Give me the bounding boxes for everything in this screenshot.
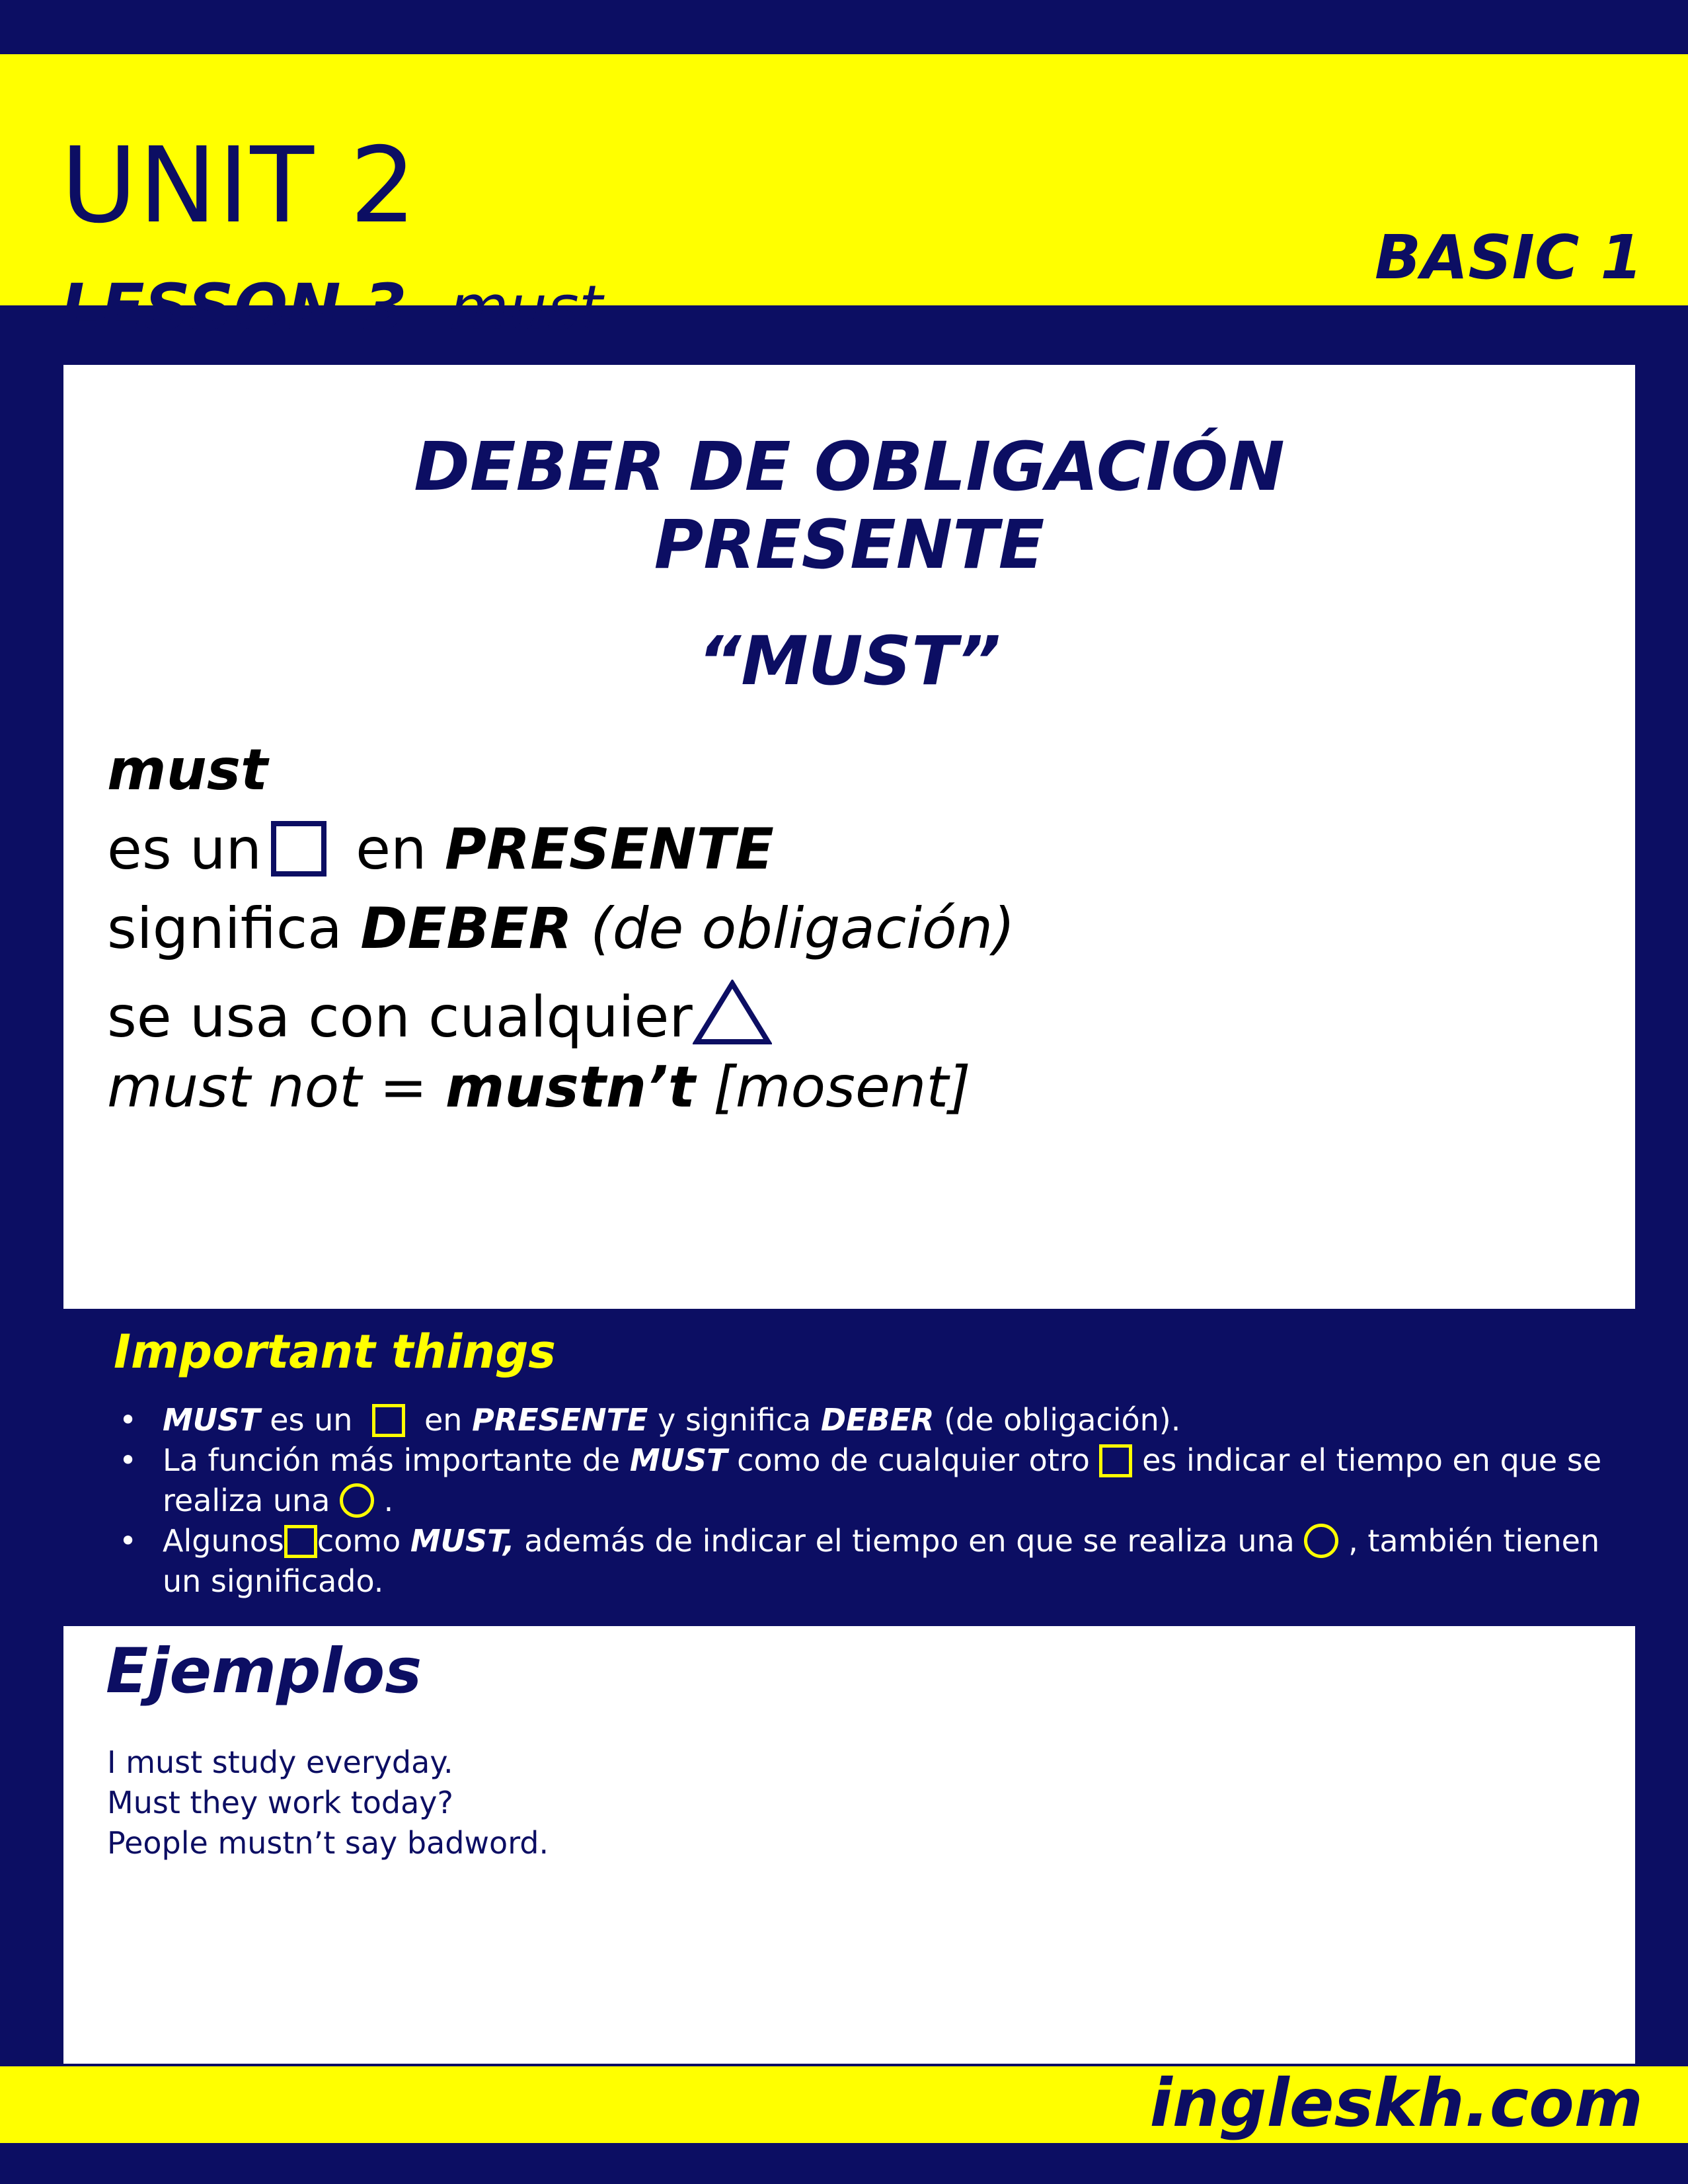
item-text: La función más importante de [163, 1442, 621, 1478]
list-item [119, 1440, 1639, 1521]
item-text: . [383, 1483, 394, 1518]
example-sentence: Must they work today? [107, 1785, 453, 1820]
rule-keyword: must [107, 737, 268, 803]
circle-icon [1304, 1524, 1338, 1558]
rule-text: es un [107, 816, 262, 882]
rule-emphasis: mustn’t [445, 1054, 695, 1120]
item-text: (de obligación). [944, 1402, 1181, 1438]
list-item [119, 1400, 1639, 1440]
card-title-line-3: “MUST” [697, 622, 1001, 701]
level-label: BASIC 1 [1375, 222, 1643, 293]
triangle-icon [693, 980, 772, 1046]
rule-line-4 [107, 1054, 971, 1120]
rule-text: (de obligación) [590, 896, 1015, 962]
grammar-card [63, 365, 1635, 1309]
card-title-line-1: DEBER DE OBLIGACIÓN [414, 428, 1285, 506]
square-icon [1099, 1444, 1132, 1477]
rule-emphasis: DEBER [360, 896, 572, 962]
website-link[interactable]: ingleskh.com [1149, 2064, 1643, 2142]
rule-text: significa [107, 896, 342, 962]
square-icon [372, 1404, 405, 1437]
circle-icon [340, 1483, 374, 1518]
examples-card [63, 1626, 1635, 2064]
bullet: • [119, 1402, 137, 1438]
item-text: como de cualquier otro [737, 1442, 1090, 1478]
lesson-topic: must [449, 272, 603, 343]
item-emphasis: MUST, [410, 1523, 515, 1559]
card-title-line-2: PRESENTE [654, 506, 1045, 584]
rule-line-3 [107, 980, 772, 1050]
square-icon [284, 1525, 317, 1558]
item-emphasis: PRESENTE [472, 1402, 648, 1438]
example-sentence: People mustn’t say badword. [107, 1825, 549, 1861]
lesson-label: LESSON 3 [61, 270, 407, 344]
rule-emphasis: PRESENTE [444, 816, 774, 882]
important-list [119, 1400, 1639, 1602]
examples-list [107, 1742, 549, 1863]
item-text: y significa [658, 1402, 812, 1438]
footer-band [0, 2066, 1688, 2143]
example-sentence: I must study everyday. [107, 1744, 453, 1780]
pronunciation: [mosent] [713, 1054, 971, 1120]
rule-text: en [356, 816, 427, 882]
item-text: como [317, 1523, 401, 1559]
header-band [0, 54, 1688, 344]
item-text: es indicar el tiempo en que se realiza una [163, 1442, 1602, 1518]
item-text: es un [270, 1402, 353, 1438]
rule-line-1 [107, 816, 774, 882]
unit-title: UNIT 2 [61, 125, 418, 247]
item-text: Algunos [163, 1523, 284, 1559]
item-text: , también tienen un significado. [163, 1523, 1600, 1599]
rule-line-2 [107, 896, 1015, 962]
bullet: • [119, 1523, 137, 1559]
important-title: Important things [114, 1325, 556, 1379]
item-emphasis: MUST [163, 1402, 260, 1438]
item-text: además de indicar el tiempo en que se realiza una [524, 1523, 1295, 1559]
item-emphasis: DEBER [820, 1402, 935, 1438]
item-text: en [424, 1402, 463, 1438]
examples-title: Ejemplos [106, 1635, 422, 1707]
rule-text: must not = [107, 1054, 428, 1120]
item-emphasis: MUST [629, 1442, 728, 1478]
bullet: • [119, 1442, 137, 1478]
square-icon [271, 821, 326, 877]
list-item [119, 1521, 1639, 1602]
rule-text: se usa con cualquier [107, 984, 693, 1050]
